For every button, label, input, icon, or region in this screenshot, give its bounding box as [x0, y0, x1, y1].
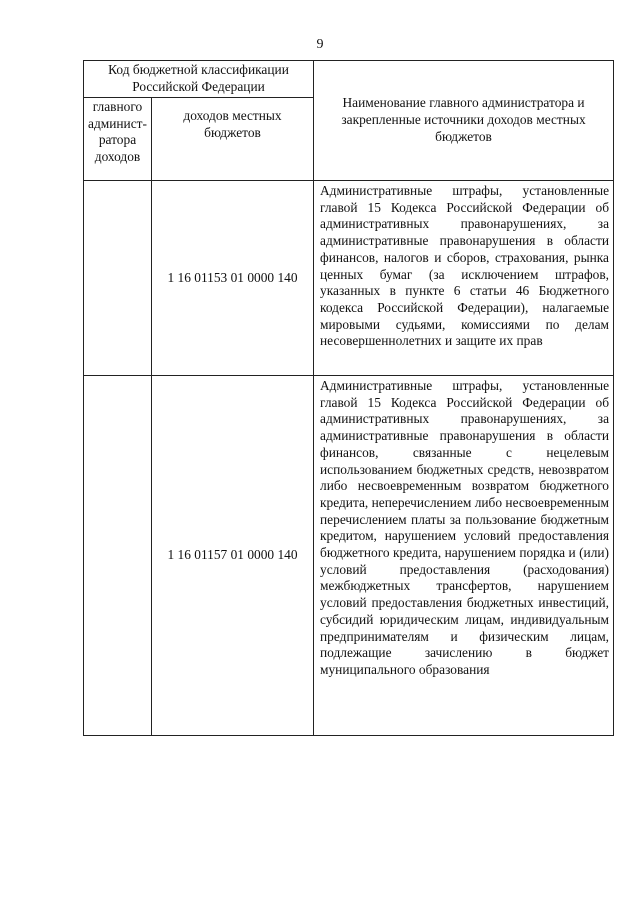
header-kbk-group: Код бюджетной классификации Российской Федерации [84, 61, 314, 98]
header-name-column: Наименование главного администратора и закрепленные источники доходов местных бюджетов [314, 61, 614, 181]
table-row [84, 181, 614, 376]
table-row [84, 376, 614, 736]
admin-code-cell [84, 376, 152, 736]
income-code-cell: 1 16 01157 01 0000 140 [152, 376, 314, 736]
description-cell: Административные штрафы, установленные главой 15 Кодекса Российской Федерации об административных правонарушениях, за административные правонарушения в области финансов, связанные с нецелевым использованием бюджетных средств, невозвратом либо несвоевременным возвратом бюджетного кредита, неперечислением либо несвоевременным перечислением платы за пользование бюджетным кредитом, нарушением условий предоставления бюджетного кредита, нарушением порядка и (или) условий предоставления (расходования) межбюджетных трансфертов, нарушением условий предоставления бюджетных инвестиций, субсидий юридическим лицам, индивидуальным предпринимателям и физическим лицам, подлежащие зачислению в бюджет муниципального образования [314, 376, 614, 736]
description-cell: Административные штрафы, установленные главой 15 Кодекса Российской Федерации об административных правонарушениях, за административные правонарушения в области финансов, налогов и сборов, страхования, рынка ценных бумаг (за исключением штрафов, указанных в пункте 6 статьи 46 Бюджетного кодекса Российской Федерации), налагаемые мировыми судьями, комиссиями по делам несовершеннолетних и защите их прав [314, 181, 614, 376]
header-income-column: доходов местных бюджетов [152, 98, 314, 181]
table-header-row [84, 61, 614, 98]
income-code-cell: 1 16 01153 01 0000 140 [152, 181, 314, 376]
page-number: 9 [316, 37, 324, 52]
header-admin-column: главного админист-ратора доходов [84, 98, 152, 181]
budget-classification-table [83, 60, 614, 736]
admin-code-cell [84, 181, 152, 376]
